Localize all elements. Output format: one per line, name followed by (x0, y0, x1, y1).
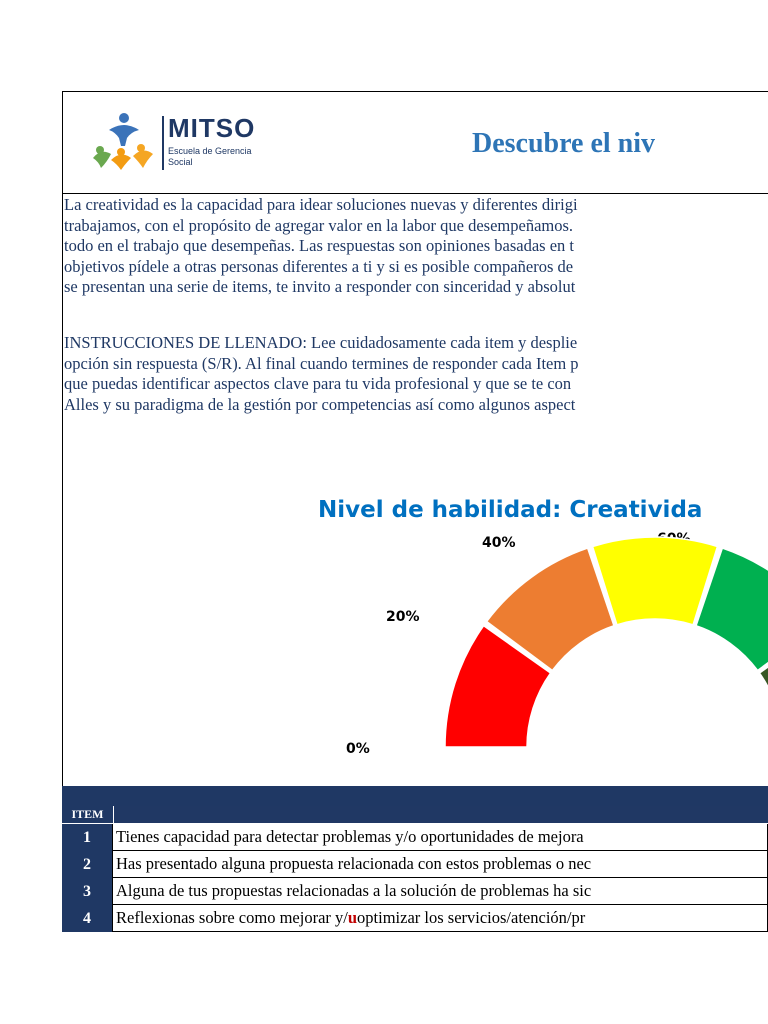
gauge-label-0: 0% (346, 741, 370, 757)
intro-line: trabajamos, con el propósito de agregar valor en la labor que desempeñamos. (64, 215, 574, 235)
item-question (112, 905, 768, 932)
item-number: 2 (62, 851, 112, 878)
item-question-part: optimizar los servicios/atención/pr (357, 908, 586, 927)
table-row[interactable] (62, 878, 768, 905)
instruction-line: Alles y su paradigma de la gestión por competencias así como algunos aspect (64, 394, 576, 414)
item-question: Alguna de tus propuestas relacionadas a la solución de problemas ha sic (112, 878, 768, 905)
intro-line: todo en el trabajo que desempeñas. Las respuestas son opiniones basadas en t (64, 236, 574, 255)
item-question: Has presentado alguna propuesta relacionada con estos problemas o nec (112, 851, 768, 878)
instruction-line: que puedas identificar aspectos clave para tu vida profesional y que se te con (64, 374, 572, 393)
gauge-chart (63, 92, 768, 787)
items-table (62, 806, 768, 932)
worksheet-area (62, 91, 768, 787)
chart-title: Nivel de habilidad: Creativida (318, 497, 703, 523)
table-top-band (62, 786, 768, 806)
page-title: Descubre el niv (472, 128, 656, 159)
intro-line: La creatividad es la capacidad para idear soluciones nuevas y diferentes dirigi (64, 195, 578, 214)
item-question: Tienes capacidad para detectar problemas y/o oportunidades de mejora (112, 824, 768, 851)
table-row[interactable] (62, 905, 768, 932)
gauge-label-40: 40% (482, 535, 516, 551)
intro-line: se presentan una serie de items, te invito a responder con sinceridad y absolut (64, 277, 576, 296)
gauge-segment-2 (593, 537, 718, 625)
logo-name: MITSO (168, 113, 256, 143)
table-header (62, 806, 768, 824)
table-row[interactable] (62, 851, 768, 878)
intro-line: objetivos pídele a otras personas diferentes a ti y si es posible compañeros de (64, 256, 574, 276)
item-number: 1 (62, 824, 112, 851)
item-number: 4 (62, 905, 112, 932)
question-column-header (113, 806, 768, 823)
item-question-highlight: u (347, 908, 358, 927)
item-column-header: ITEM (71, 807, 104, 821)
item-number: 3 (62, 878, 112, 905)
instruction-line: INSTRUCCIONES DE LLENADO: Lee cuidadosamente cada item y desplie (64, 333, 578, 352)
gauge-label-20: 20% (386, 609, 420, 625)
item-question-part: Reflexionas sobre como mejorar y/ (116, 908, 348, 927)
instruction-line: opción sin respuesta (S/R). Al final cuando termines de responder cada Item p (64, 353, 579, 373)
logo-subtitle-line1: Escuela de Gerencia (168, 146, 252, 156)
table-row[interactable] (62, 824, 768, 851)
logo-subtitle-line2: Social (168, 157, 193, 167)
